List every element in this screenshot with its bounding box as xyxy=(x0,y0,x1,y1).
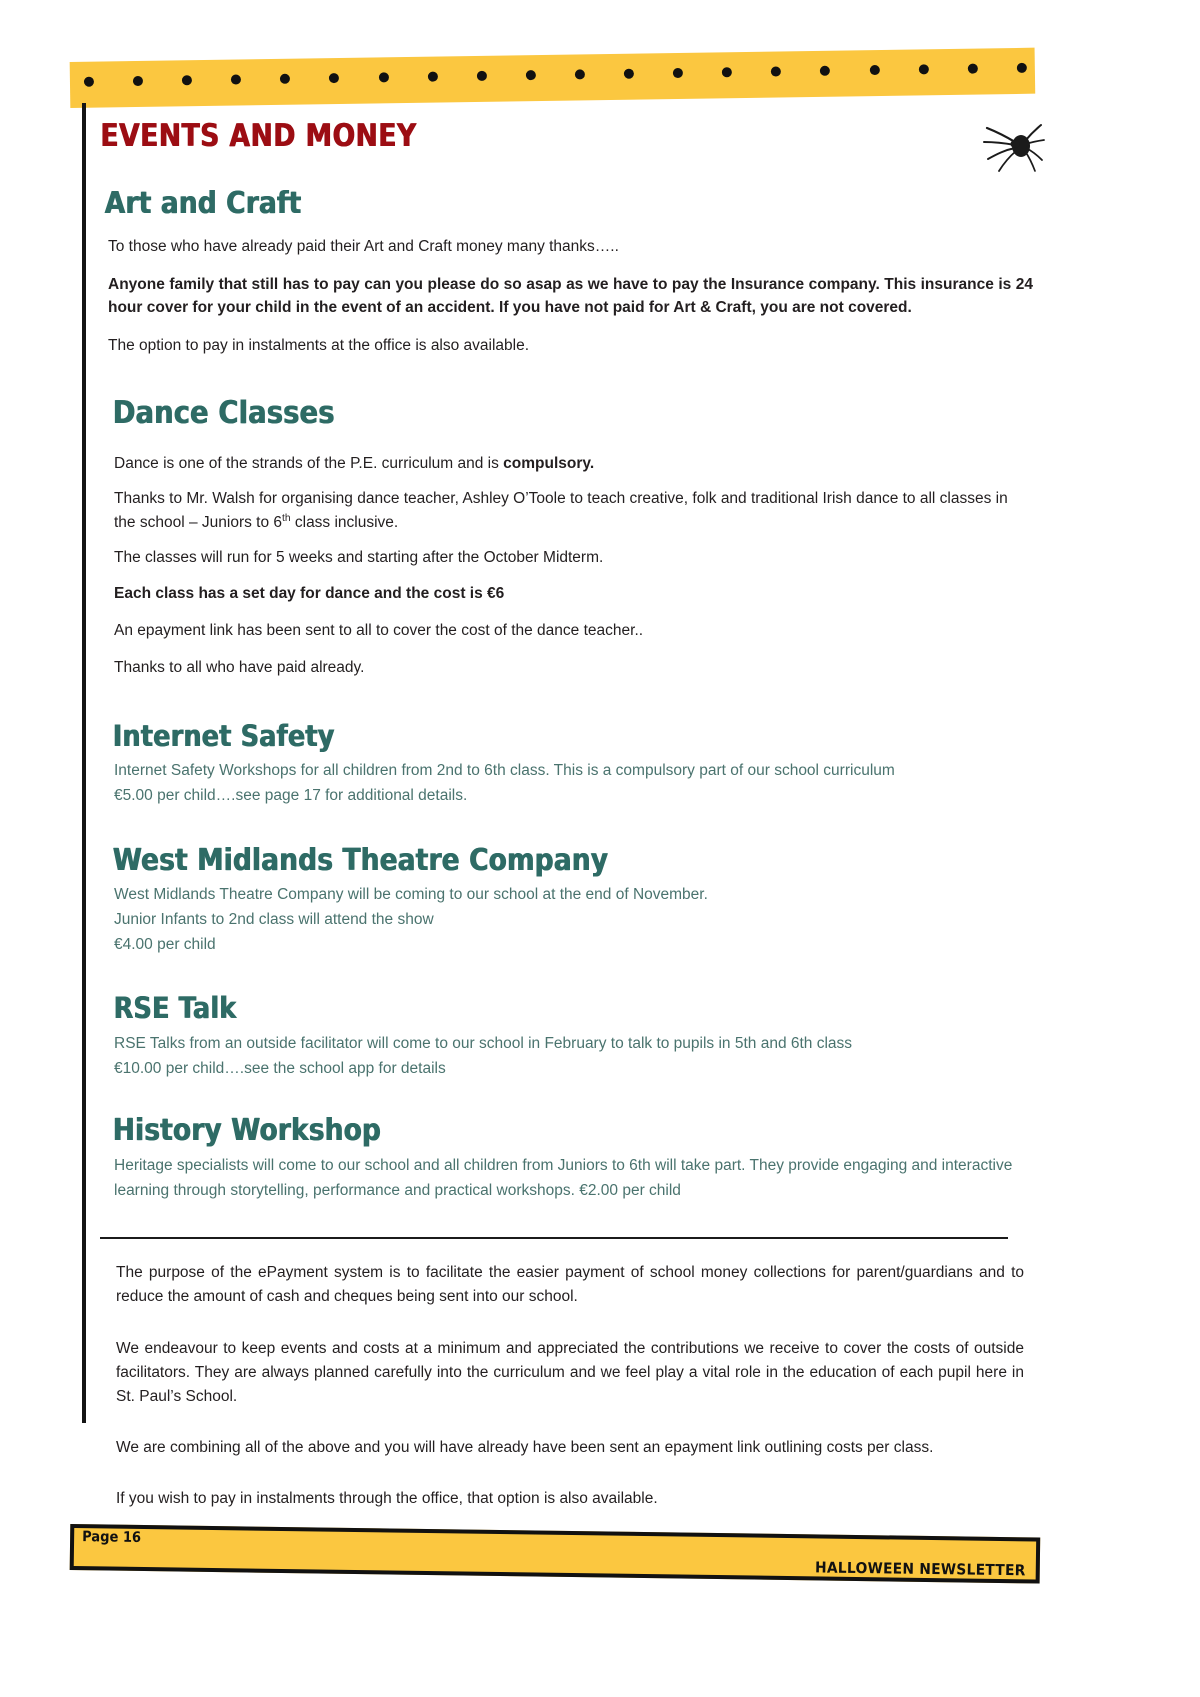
west-midlands-line-3: €4.00 per child xyxy=(114,936,216,954)
rse-talk-body xyxy=(100,1031,1040,1081)
dance-p1-bold: compulsory. xyxy=(503,454,595,472)
epayment-paragraph-1: The purpose of the ePayment system is to facilitate the easier payment of school money collections for parent/guardians and to reduce the amount of cash and cheques being sent into our school. xyxy=(116,1264,1024,1306)
epayment-block xyxy=(100,1261,1024,1511)
top-banner xyxy=(70,48,1036,108)
dance-p1-plain: Dance is one of the strands of the P.E. curriculum and is xyxy=(114,454,504,472)
dance-p2-superscript: th xyxy=(282,512,291,524)
dance-paragraph-6: Thanks to all who have paid already. xyxy=(114,659,365,677)
heading-rse-talk: RSE Talk xyxy=(113,991,237,1026)
dance-paragraph-1 xyxy=(100,452,1040,476)
west-midlands-body xyxy=(100,882,1040,957)
section-divider xyxy=(100,1237,1008,1239)
page-content xyxy=(100,112,1040,1511)
internet-safety-body xyxy=(100,758,1040,808)
rse-talk-line-1: RSE Talks from an outside facilitator will come to our school in February to talk to pupils in 5th and 6th class xyxy=(114,1034,853,1052)
history-workshop-body: Heritage specialists will come to our school and all children from Juniors to 6th will take part. They provide engaging and interactive learning through storytelling, performance and practical workshops. €2.00 per child xyxy=(114,1157,1013,1200)
newsletter-title: HALLOWEEN NEWSLETTER xyxy=(815,1558,1026,1580)
dance-paragraph-2 xyxy=(100,487,1009,534)
masthead xyxy=(100,112,1040,160)
west-midlands-line-2: Junior Infants to 2nd class will attend the show xyxy=(114,911,434,929)
heading-west-midlands-theatre-company: West Midlands Theatre Company xyxy=(112,842,608,878)
dance-paragraph-3: The classes will run for 5 weeks and starting after the October Midterm. xyxy=(114,549,604,567)
dance-p2-part-a: Thanks to Mr. Walsh for organising dance teacher, Ashley O’Toole to teach creative, folk and traditional Irish dance to all classes in the school – Juniors to 6 xyxy=(114,490,1008,531)
dance-paragraph-4-cost: Each class has a set day for dance and the cost is €6 xyxy=(114,584,505,602)
page-title: EVENTS AND MONEY xyxy=(100,118,417,154)
art-and-craft-paragraph-3: The option to pay in instalments at the office is also available. xyxy=(108,336,530,354)
internet-safety-line-2: €5.00 per child….see page 17 for additional details. xyxy=(114,786,468,804)
left-margin-rule xyxy=(82,103,86,1423)
heading-history-workshop: History Workshop xyxy=(112,1112,381,1148)
heading-art-and-craft: Art and Craft xyxy=(104,186,301,221)
page-number: Page 16 xyxy=(82,1529,142,1546)
heading-internet-safety: Internet Safety xyxy=(112,718,335,753)
internet-safety-line-1: Internet Safety Workshops for all children from 2nd to 6th class. This is a compulsory part of our school curriculum xyxy=(114,761,895,779)
dance-p2-part-b: class inclusive. xyxy=(290,513,399,531)
spider-icon xyxy=(975,114,1045,176)
epayment-paragraph-3: We are combining all of the above and you will have already have been sent an epayment link outlining costs per class. xyxy=(116,1439,934,1457)
epayment-paragraph-2: We endeavour to keep events and costs at a minimum and appreciated the contributions we receive to cover the costs of outside facilitators. They are always planned carefully into the curriculum and we feel play a vital role in the education of each pupil here in St. Paul’s School. xyxy=(116,1339,1024,1405)
art-and-craft-paragraph-1: To those who have already paid their Art and Craft money many thanks….. xyxy=(108,238,619,256)
art-and-craft-paragraph-2: Anyone family that still has to pay can you please do so asap as we have to pay the Insurance company. This insurance is 24 hour cover for your child in the event of an accident. If you have not paid for Art & Craft, you are not covered. xyxy=(108,275,1033,317)
dance-paragraph-5: An epayment link has been sent to all to cover the cost of the dance teacher.. xyxy=(114,621,644,639)
rse-talk-line-2: €10.00 per child….see the school app for details xyxy=(114,1059,446,1077)
epayment-paragraph-4: If you wish to pay in instalments through the office, that option is also available. xyxy=(116,1490,658,1508)
heading-dance-classes: Dance Classes xyxy=(112,395,335,432)
west-midlands-line-1: West Midlands Theatre Company will be coming to our school at the end of November. xyxy=(114,886,708,904)
footer-bar xyxy=(70,1524,1041,1584)
